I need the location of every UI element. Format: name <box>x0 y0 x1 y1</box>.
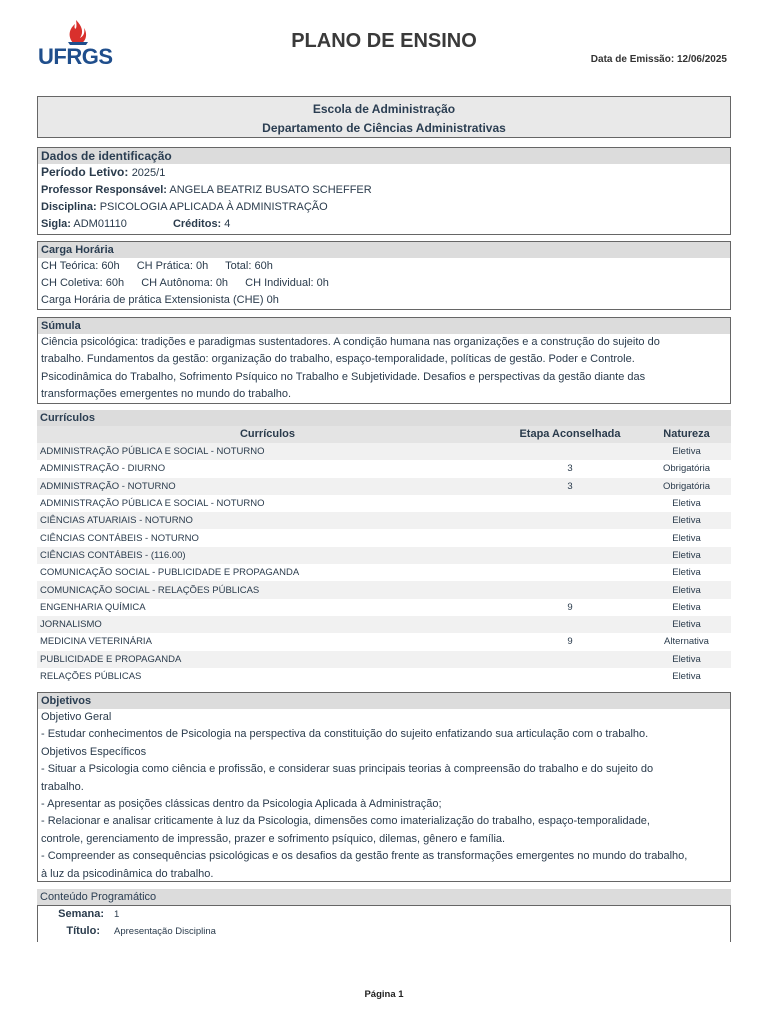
professor-row <box>38 182 730 199</box>
carga-heading: Carga Horária <box>38 242 730 258</box>
curriculo-natureza: Eletiva <box>642 581 731 598</box>
curriculo-name: ADMINISTRAÇÃO - NOTURNO <box>37 478 498 495</box>
table-row <box>37 616 731 633</box>
carga-row-1 <box>38 258 730 275</box>
carga-horaria-section <box>37 241 731 310</box>
ch-coletiva: CH Coletiva: 60h <box>41 277 125 289</box>
titulo-row <box>38 923 730 940</box>
curriculo-name: COMUNICAÇÃO SOCIAL - PUBLICIDADE E PROPAGANDA <box>37 564 498 581</box>
curriculo-etapa <box>498 547 642 564</box>
table-row <box>37 460 731 477</box>
objetivos-section <box>37 692 731 882</box>
table-row <box>37 564 731 581</box>
curriculo-name: RELAÇÕES PÚBLICAS <box>37 668 498 685</box>
ch-extensionista: Carga Horária de prática Extensionista (CHE) 0h <box>41 294 279 306</box>
curriculo-name: ADMINISTRAÇÃO PÚBLICA E SOCIAL - NOTURNO <box>37 495 498 512</box>
sumula-line: transformações emergentes no mundo do trabalho. <box>41 388 292 401</box>
identification-heading: Dados de identificação <box>38 148 730 164</box>
curriculo-natureza: Eletiva <box>642 668 731 685</box>
sigla-label: Sigla: <box>41 218 71 230</box>
table-row <box>37 581 731 598</box>
curriculo-etapa <box>498 495 642 512</box>
conteudo-heading: Conteúdo Programático <box>37 889 731 905</box>
sumula-line: Ciência psicológica: tradições e paradigmas sustentadores. A condição humana nas organizações e a construção do sujeito do <box>41 336 660 348</box>
disciplina-label: Disciplina: <box>41 201 97 213</box>
logo-text: UFRGS <box>38 44 113 69</box>
institution-box <box>37 96 731 138</box>
curriculo-natureza: Eletiva <box>642 495 731 512</box>
curriculo-natureza: Eletiva <box>642 616 731 633</box>
curriculo-etapa: 3 <box>498 460 642 477</box>
conteudo-section <box>37 889 731 942</box>
column-header-natureza: Natureza <box>642 426 731 443</box>
sumula-heading: Súmula <box>38 318 730 334</box>
school-name: Escola de Administração <box>312 102 456 116</box>
curriculo-name: ADMINISTRAÇÃO - DIURNO <box>37 460 498 477</box>
department-name: Departamento de Ciências Administrativas <box>262 121 506 135</box>
objetivo-line: - Relacionar e analisar criticamente à luz da Psicologia, dimensões como imaterialização do trabalho, espaço-temporalidade, <box>41 815 650 828</box>
objetivo-line: trabalho. <box>41 780 84 793</box>
curriculo-etapa <box>498 529 642 546</box>
creditos-value: 4 <box>224 218 231 230</box>
table-row <box>37 651 731 668</box>
carga-row-2 <box>38 275 730 292</box>
table-row <box>37 599 731 616</box>
objetivos-heading: Objetivos <box>38 693 730 709</box>
titulo-label: Título: <box>66 925 100 937</box>
curriculo-name: ENGENHARIA QUÍMICA <box>37 599 498 616</box>
curriculo-etapa <box>498 564 642 581</box>
ch-individual: CH Individual: 0h <box>245 277 329 289</box>
ch-pratica: CH Prática: 0h <box>136 260 209 272</box>
ch-total: Total: 60h <box>225 260 273 272</box>
curriculo-natureza: Obrigatória <box>642 460 731 477</box>
curriculos-table <box>37 426 731 685</box>
table-row <box>37 633 731 650</box>
curriculo-etapa: 3 <box>498 478 642 495</box>
sumula-section <box>37 317 731 404</box>
objetivo-line: Objetivo Geral <box>41 711 112 723</box>
semana-value: 1 <box>114 909 120 920</box>
curriculo-name: PUBLICIDADE E PROPAGANDA <box>37 651 498 668</box>
curriculos-heading: Currículos <box>37 410 731 426</box>
sigla-row <box>38 216 730 233</box>
ch-autonoma: CH Autônoma: 0h <box>141 277 229 289</box>
sumula-line: trabalho. Fundamentos da gestão: organização do trabalho, espaço-temporalidade, políticas de gestão. Poder e Controle. <box>41 353 635 366</box>
curriculo-name: CIÊNCIAS ATUARIAIS - NOTURNO <box>37 512 498 529</box>
column-header-etapa: Etapa Aconselhada <box>498 426 642 443</box>
table-row <box>37 443 731 460</box>
identification-section <box>37 147 731 235</box>
carga-row-3 <box>38 292 730 309</box>
curriculo-natureza: Eletiva <box>642 547 731 564</box>
disciplina-row <box>38 199 730 216</box>
objetivo-line: à luz da psicodinâmica do trabalho. <box>41 867 214 880</box>
objetivo-line: Objetivos Específicos <box>41 745 147 758</box>
periodo-value: 2025/1 <box>131 167 166 179</box>
ch-teorica: CH Teórica: 60h <box>41 260 120 272</box>
curriculo-name: JORNALISMO <box>37 616 498 633</box>
objetivo-line: - Compreender as consequências psicológicas e os desafios da gestão frente as transformações emergentes no mundo do trabalho, <box>41 850 688 863</box>
curriculo-etapa <box>498 581 642 598</box>
page-title: PLANO DE ENSINO <box>291 30 477 52</box>
sigla-value: ADM01110 <box>73 218 127 230</box>
curriculo-etapa <box>498 651 642 668</box>
curriculo-name: MEDICINA VETERINÁRIA <box>37 633 498 650</box>
curriculo-name: ADMINISTRAÇÃO PÚBLICA E SOCIAL - NOTURNO <box>37 443 498 460</box>
curriculo-natureza: Alternativa <box>642 633 731 650</box>
disciplina-value: PSICOLOGIA APLICADA À ADMINISTRAÇÃO <box>99 201 328 213</box>
curriculo-natureza: Eletiva <box>642 443 731 460</box>
curriculo-etapa <box>498 668 642 685</box>
periodo-row <box>38 164 730 182</box>
curriculo-natureza: Obrigatória <box>642 478 731 495</box>
professor-label: Professor Responsável: <box>41 184 167 196</box>
periodo-label: Período Letivo: <box>41 165 129 179</box>
curriculo-etapa: 9 <box>498 633 642 650</box>
curriculo-natureza: Eletiva <box>642 512 731 529</box>
curriculo-etapa: 9 <box>498 599 642 616</box>
curriculo-etapa <box>498 443 642 460</box>
table-row <box>37 478 731 495</box>
table-header-row <box>37 426 731 443</box>
table-row <box>37 495 731 512</box>
objetivo-line: - Apresentar as posições clássicas dentro da Psicologia Aplicada à Administração; <box>41 798 442 811</box>
creditos-label: Créditos: <box>172 218 222 230</box>
semana-label: Semana: <box>58 908 104 920</box>
titulo-value: Apresentação Disciplina <box>114 926 216 937</box>
semana-row <box>38 906 730 923</box>
curriculo-name: CIÊNCIAS CONTÁBEIS - NOTURNO <box>37 529 498 546</box>
objetivo-line: - Estudar conhecimentos de Psicologia na perspectiva da constituição do sujeito enfatizando sua articulação com o trabalho. <box>41 728 649 741</box>
curriculo-natureza: Eletiva <box>642 529 731 546</box>
professor-value: ANGELA BEATRIZ BUSATO SCHEFFER <box>169 184 372 196</box>
curriculo-natureza: Eletiva <box>642 564 731 581</box>
page-number: Página 1 <box>364 989 404 1000</box>
curriculo-etapa <box>498 616 642 633</box>
table-row <box>37 529 731 546</box>
table-row <box>37 668 731 685</box>
sumula-line: Psicodinâmica do Trabalho, Sofrimento Psíquico no Trabalho e Subjetividade. Desafios e perspectivas da gestão diante das <box>41 370 646 383</box>
column-header-curriculos: Currículos <box>37 426 498 443</box>
curriculo-etapa <box>498 512 642 529</box>
curriculo-name: COMUNICAÇÃO SOCIAL - RELAÇÕES PÚBLICAS <box>37 581 498 598</box>
objetivo-line: controle, gerenciamento de impressão, prazer e sofrimento psíquico, dilemas, gênero e família. <box>41 832 506 845</box>
table-row <box>37 512 731 529</box>
curriculos-section <box>37 410 731 685</box>
curriculo-natureza: Eletiva <box>642 599 731 616</box>
table-row <box>37 547 731 564</box>
objetivo-line: - Situar a Psicologia como ciência e profissão, e considerar suas principais teorias à compreensão do trabalho e do sujeito do <box>41 763 654 776</box>
emission-date: Data de Emissão: 12/06/2025 <box>590 54 727 65</box>
curriculo-name: CIÊNCIAS CONTÁBEIS - (116.00) <box>37 547 498 564</box>
curriculo-natureza: Eletiva <box>642 651 731 668</box>
conteudo-body <box>37 905 731 942</box>
